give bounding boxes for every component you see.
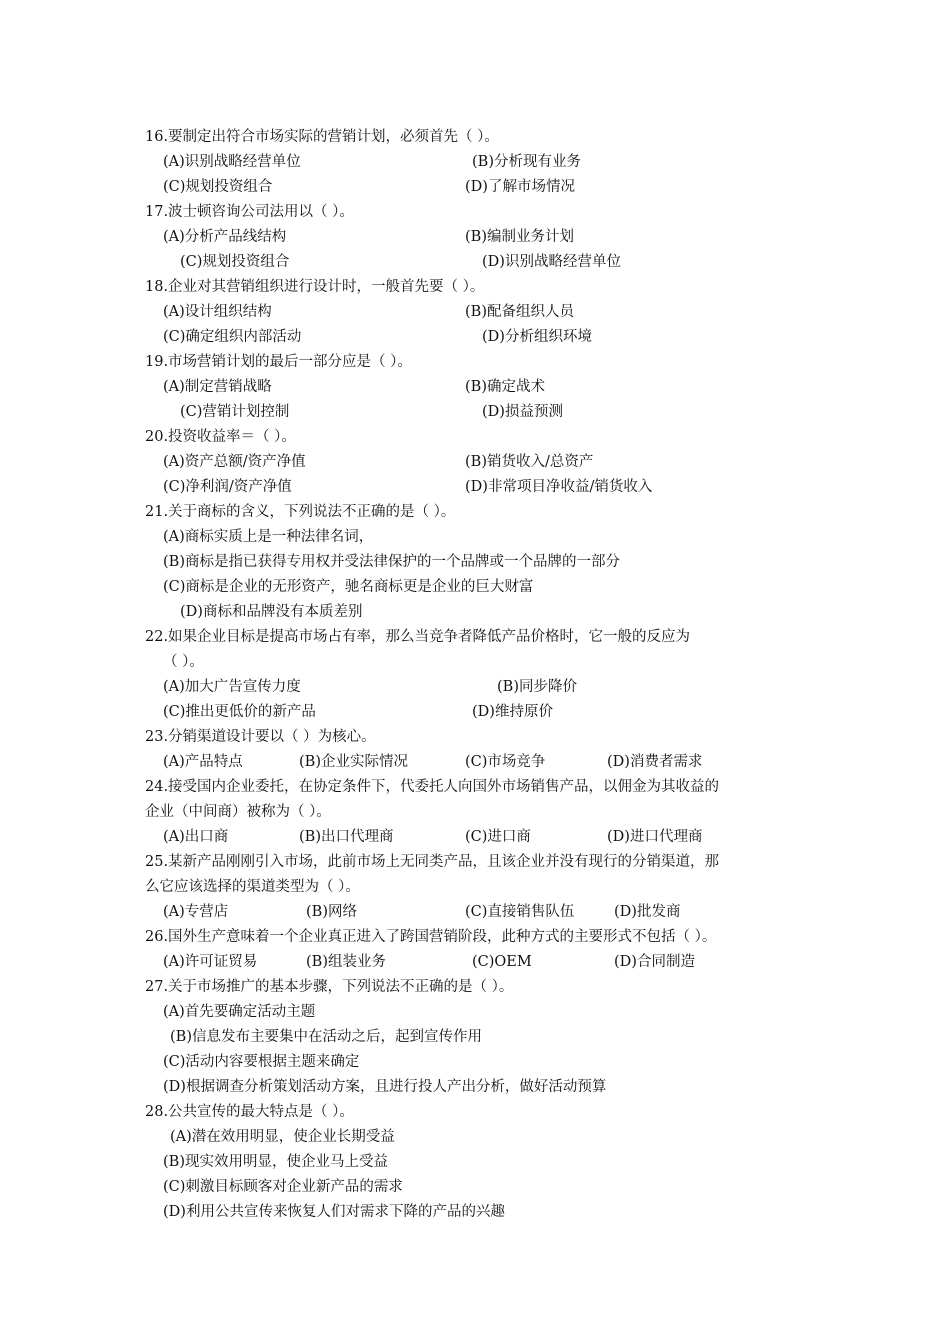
question-24-stem-cont: 企业（中间商）被称为（ ）。 [145,804,331,820]
question-18-option-d: (D)分析组织环境 [482,329,592,345]
question-26-option-a: (A)许可证贸易 [163,954,258,970]
question-19-stem: 19.市场营销计划的最后一部分应是（ ）。 [145,354,412,370]
question-16-option-a: (A)识别战略经营单位 [163,154,301,170]
question-17-option-c: (C)规划投资组合 [180,254,290,270]
question-20-stem: 20.投资收益率＝（ ）。 [145,429,296,445]
question-24-option-c: (C)进口商 [465,829,531,845]
question-25-stem: 25.某新产品刚刚引入市场，此前市场上无同类产品，且该企业并没有现行的分销渠道，那 [145,854,720,870]
question-23-option-a: (A)产品特点 [163,754,243,770]
question-17-option-a: (A)分析产品线结构 [163,229,287,245]
question-26-stem: 26.国外生产意味着一个企业真正进入了跨国营销阶段，此种方式的主要形式不包括（ ）。 [145,929,717,945]
question-24-option-b: (B)出口代理商 [299,829,394,845]
question-20-option-b: (B)销货收入/总资产 [465,454,594,470]
question-19-option-d: (D)损益预测 [482,404,563,420]
question-17-option-b: (B)编制业务计划 [465,229,574,245]
question-22-option-a: (A)加大广告宣传力度 [163,679,301,695]
question-26-option-c: (C)OEM [472,954,532,970]
question-22-stem-cont: （ ）。 [163,654,204,670]
question-28-option-a: (A)潜在效用明显，使企业长期受益 [170,1129,395,1145]
question-16-option-c: (C)规划投资组合 [163,179,273,195]
question-22-option-b: (B)同步降价 [497,679,577,695]
question-16-stem: 16.要制定出符合市场实际的营销计划，必须首先（ ）。 [145,129,499,145]
question-16-option-d: (D)了解市场情况 [465,179,575,195]
question-18-option-a: (A)设计组织结构 [163,304,272,320]
question-24-stem: 24.接受国内企业委托，在协定条件下，代委托人向国外市场销售产品，以佣金为其收益的 [145,779,720,795]
question-24-option-d: (D)进口代理商 [607,829,703,845]
question-23-stem: 23.分销渠道设计要以（ ）为核心。 [145,729,376,745]
question-23-option-d: (D)消费者需求 [607,754,703,770]
question-21-option-c: (C)商标是企业的无形资产，驰名商标更是企业的巨大财富 [163,579,534,595]
question-23-option-b: (B)企业实际情况 [299,754,408,770]
question-18-stem: 18.企业对其营销组织进行设计时，一般首先要（ ）。 [145,279,485,295]
question-28-stem: 28.公共宣传的最大特点是（ ）。 [145,1104,354,1120]
question-27-option-a: (A)首先要确定活动主题 [163,1004,316,1020]
question-25-option-b: (B)网络 [306,904,357,920]
question-25-option-c: (C)直接销售队伍 [465,904,575,920]
question-21-stem: 21.关于商标的含义，下列说法不正确的是（ ）。 [145,504,456,520]
question-17-stem: 17.波士顿咨询公司法用以（ ）。 [145,204,354,220]
question-25-option-a: (A)专营店 [163,904,229,920]
question-23-option-c: (C)市场竞争 [465,754,546,770]
question-18-option-c: (C)确定组织内部活动 [163,329,302,345]
question-27-option-b: (B)信息发布主要集中在活动之后，起到宣传作用 [170,1029,482,1045]
question-25-stem-cont: 么它应该选择的渠道类型为（ ）。 [145,879,360,895]
question-21-option-d: (D)商标和品牌没有本质差别 [180,604,363,620]
question-24-option-a: (A)出口商 [163,829,229,845]
question-27-stem: 27.关于市场推广的基本步骤，下列说法不正确的是（ ）。 [145,979,514,995]
question-20-option-d: (D)非常项目净收益/销货收入 [465,479,653,495]
question-21-option-a: (A)商标实质上是一种法律名词， [163,529,374,545]
question-22-option-c: (C)推出更低价的新产品 [163,704,316,720]
question-28-option-b: (B)现实效用明显，使企业马上受益 [163,1154,388,1170]
question-27-option-d: (D)根据调查分析策划活动方案，且进行投人产出分析，做好活动预算 [163,1079,607,1095]
question-28-option-d: (D)利用公共宣传来恢复人们对需求下降的产品的兴趣 [163,1204,505,1220]
question-28-option-c: (C)刺激目标顾客对企业新产品的需求 [163,1179,403,1195]
question-19-option-b: (B)确定战术 [465,379,545,395]
question-25-option-d: (D)批发商 [614,904,681,920]
question-16-option-b: (B)分析现有业务 [472,154,581,170]
question-19-option-c: (C)营销计划控制 [180,404,290,420]
question-17-option-d: (D)识别战略经营单位 [482,254,621,270]
question-20-option-c: (C)净利润/资产净值 [163,479,292,495]
question-27-option-c: (C)活动内容要根据主题来确定 [163,1054,360,1070]
question-26-option-d: (D)合同制造 [614,954,695,970]
question-26-option-b: (B)组装业务 [306,954,386,970]
question-21-option-b: (B)商标是指已获得专用权并受法律保护的一个品牌或一个品牌的一部分 [163,554,620,570]
question-22-stem: 22.如果企业目标是提高市场占有率，那么当竞争者降低产品价格时，它一般的反应为 [145,629,691,645]
question-18-option-b: (B)配备组织人员 [465,304,574,320]
question-20-option-a: (A)资产总额/资产净值 [163,454,306,470]
question-19-option-a: (A)制定营销战略 [163,379,272,395]
question-22-option-d: (D)维持原价 [472,704,553,720]
